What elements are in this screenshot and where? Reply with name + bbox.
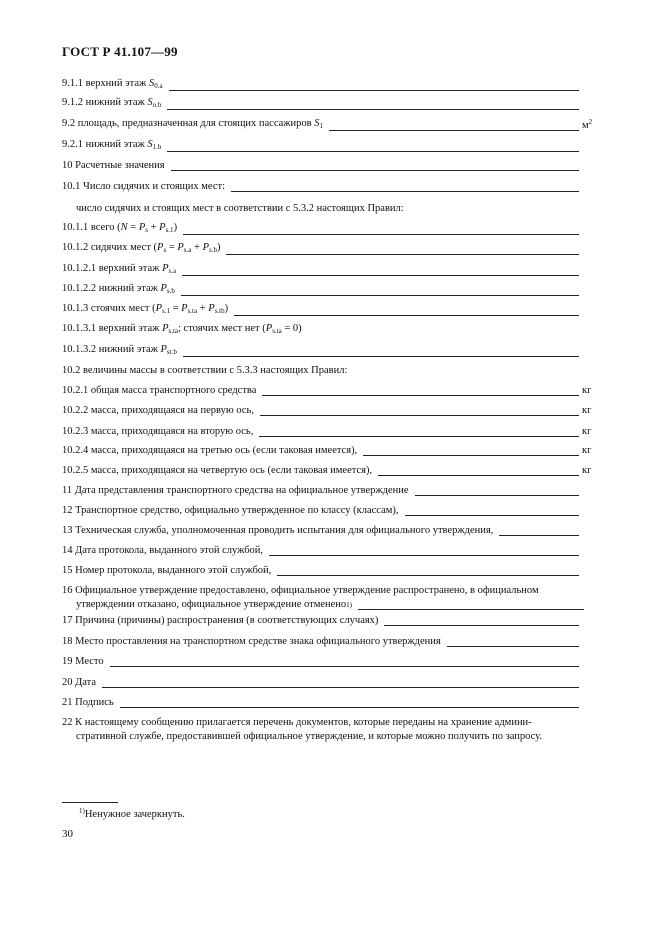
item-22 xyxy=(62,716,596,744)
line-9-2: 9.2 площадь, предназначенная для стоящих пассажиров $S_1$ $м^2$ xyxy=(62,118,593,131)
line-21: 21 Подпись xyxy=(62,696,596,710)
line-10-1-1: 10.1.1 всего $(N = P_s + P_{s.1})$ xyxy=(62,223,596,237)
page-number: 30 xyxy=(62,828,73,840)
line-17: 17 Причина (причины) распространения (в соответствующих случаях) xyxy=(62,614,596,628)
blank-field[interactable] xyxy=(259,436,579,437)
line-10-2: 10.2 величины массы в соответствии с 5.3.3 настоящих Правил: xyxy=(62,365,348,376)
line-15: 15 Номер протокола, выданного этой службой, xyxy=(62,564,596,578)
blank-field[interactable] xyxy=(167,151,579,152)
blank-field[interactable] xyxy=(171,170,579,171)
intro-10-1: число сидячих и стоящих мест в соответствии с 5.3.2 настоящих Правил: xyxy=(76,203,404,214)
blank-field[interactable] xyxy=(120,707,579,708)
item-16 xyxy=(62,584,596,612)
item-16-line-1: 16 Официальное утверждение предоставлено, официальное утверждение распространено, в официальном xyxy=(62,585,539,596)
item-22-line-2: стративной службе, предоставившей официальное утверждение, и которые можно получить по запросу. xyxy=(76,731,542,742)
line-10-1-3-2: 10.1.3.2 нижний этаж $P_{st.b}$ xyxy=(62,345,596,359)
blank-field[interactable] xyxy=(260,415,579,416)
blank-field[interactable] xyxy=(329,130,579,131)
line-10-1-2-1: 10.1.2.1 верхний этаж $P_{s.a}$ xyxy=(62,264,596,278)
document-header: ГОСТ Р 41.107—99 xyxy=(62,44,178,59)
blank-field[interactable] xyxy=(181,295,579,296)
line-10-1-2: 10.1.2 сидячих мест $(P_s = P_{s.a} + P_{s.b})$ xyxy=(62,243,596,257)
blank-field[interactable] xyxy=(363,455,579,456)
footnote-rule xyxy=(62,802,118,803)
blank-field[interactable] xyxy=(378,475,579,476)
blank-field[interactable] xyxy=(415,495,579,496)
item-16-line-2: утверждении отказано, официальное утверждение отменено 1) xyxy=(62,598,596,612)
line-9-1-1: 9.1.1 верхний этаж $S_{0.a}$ xyxy=(62,79,596,93)
footnote: $^{1)}$Ненужное зачеркнуть. xyxy=(79,807,185,820)
blank-field[interactable] xyxy=(169,90,579,91)
line-9-1-2: 9.1.2 нижний этаж $S_{o.b}$ xyxy=(62,98,596,112)
blank-field[interactable] xyxy=(405,515,579,516)
line-10-1-3: 10.1.3 стоячих мест $(P_{s.1} = P_{s.ta} + P_{s.tb})$ xyxy=(62,304,596,318)
line-14: 14 Дата протокола, выданного этой службой, xyxy=(62,544,596,558)
blank-field[interactable] xyxy=(167,109,579,110)
blank-field[interactable] xyxy=(231,191,579,192)
blank-field[interactable] xyxy=(262,395,579,396)
line-9-2-1: 9.2.1 нижний этаж $S_{1.b}$ xyxy=(62,140,596,154)
line-19: 19 Место xyxy=(62,655,596,669)
line-18: 18 Место проставления на транспортном средстве знака официального утверждения xyxy=(62,635,596,649)
blank-field[interactable] xyxy=(269,555,579,556)
blank-field[interactable] xyxy=(182,275,579,276)
blank-field[interactable] xyxy=(358,609,584,610)
blank-field[interactable] xyxy=(499,535,579,536)
blank-field[interactable] xyxy=(234,315,579,316)
line-13: 13 Техническая служба, уполномоченная проводить испытания для официального утверждения, xyxy=(62,524,596,538)
blank-field[interactable] xyxy=(183,356,579,357)
item-22-line-1: 22 К настоящему сообщению прилагается перечень документов, которые переданы на хранение админи- xyxy=(62,717,532,728)
line-10-2-1: 10.2.1 общая масса транспортного средства кг xyxy=(62,385,592,396)
line-10-2-3: 10.2.3 масса, приходящаяся на вторую ось, кг xyxy=(62,426,592,437)
line-10-1-2-2: 10.1.2.2 нижний этаж $P_{s.b}$ xyxy=(62,284,596,298)
line-10-2-4: 10.2.4 масса, приходящаяся на третью ось (если таковая имеется), кг xyxy=(62,445,592,456)
blank-field[interactable] xyxy=(277,575,579,576)
blank-field[interactable] xyxy=(183,234,579,235)
line-10: 10 Расчетные значения xyxy=(62,159,596,173)
blank-field[interactable] xyxy=(102,687,579,688)
line-10-1-3-1: 10.1.3.1 верхний этаж $P_{s.ta}$; стоячих мест нет $(P_{s.ta} = 0)$ xyxy=(62,323,302,335)
line-10-1: 10.1 Число сидячих и стоящих мест: xyxy=(62,180,596,194)
line-10-2-5: 10.2.5 масса, приходящаяся на четвертую ось (если таковая имеется), кг xyxy=(62,465,592,476)
blank-field[interactable] xyxy=(447,646,579,647)
line-10-2-2: 10.2.2 масса, приходящаяся на первую ось, кг xyxy=(62,405,592,416)
line-20: 20 Дата xyxy=(62,676,596,690)
blank-field[interactable] xyxy=(110,666,579,667)
line-11: 11 Дата представления транспортного средства на официальное утверждение xyxy=(62,484,596,498)
line-12: 12 Транспортное средство, официально утвержденное по классу (классам), xyxy=(62,504,596,518)
blank-field[interactable] xyxy=(384,625,579,626)
blank-field[interactable] xyxy=(226,254,579,255)
